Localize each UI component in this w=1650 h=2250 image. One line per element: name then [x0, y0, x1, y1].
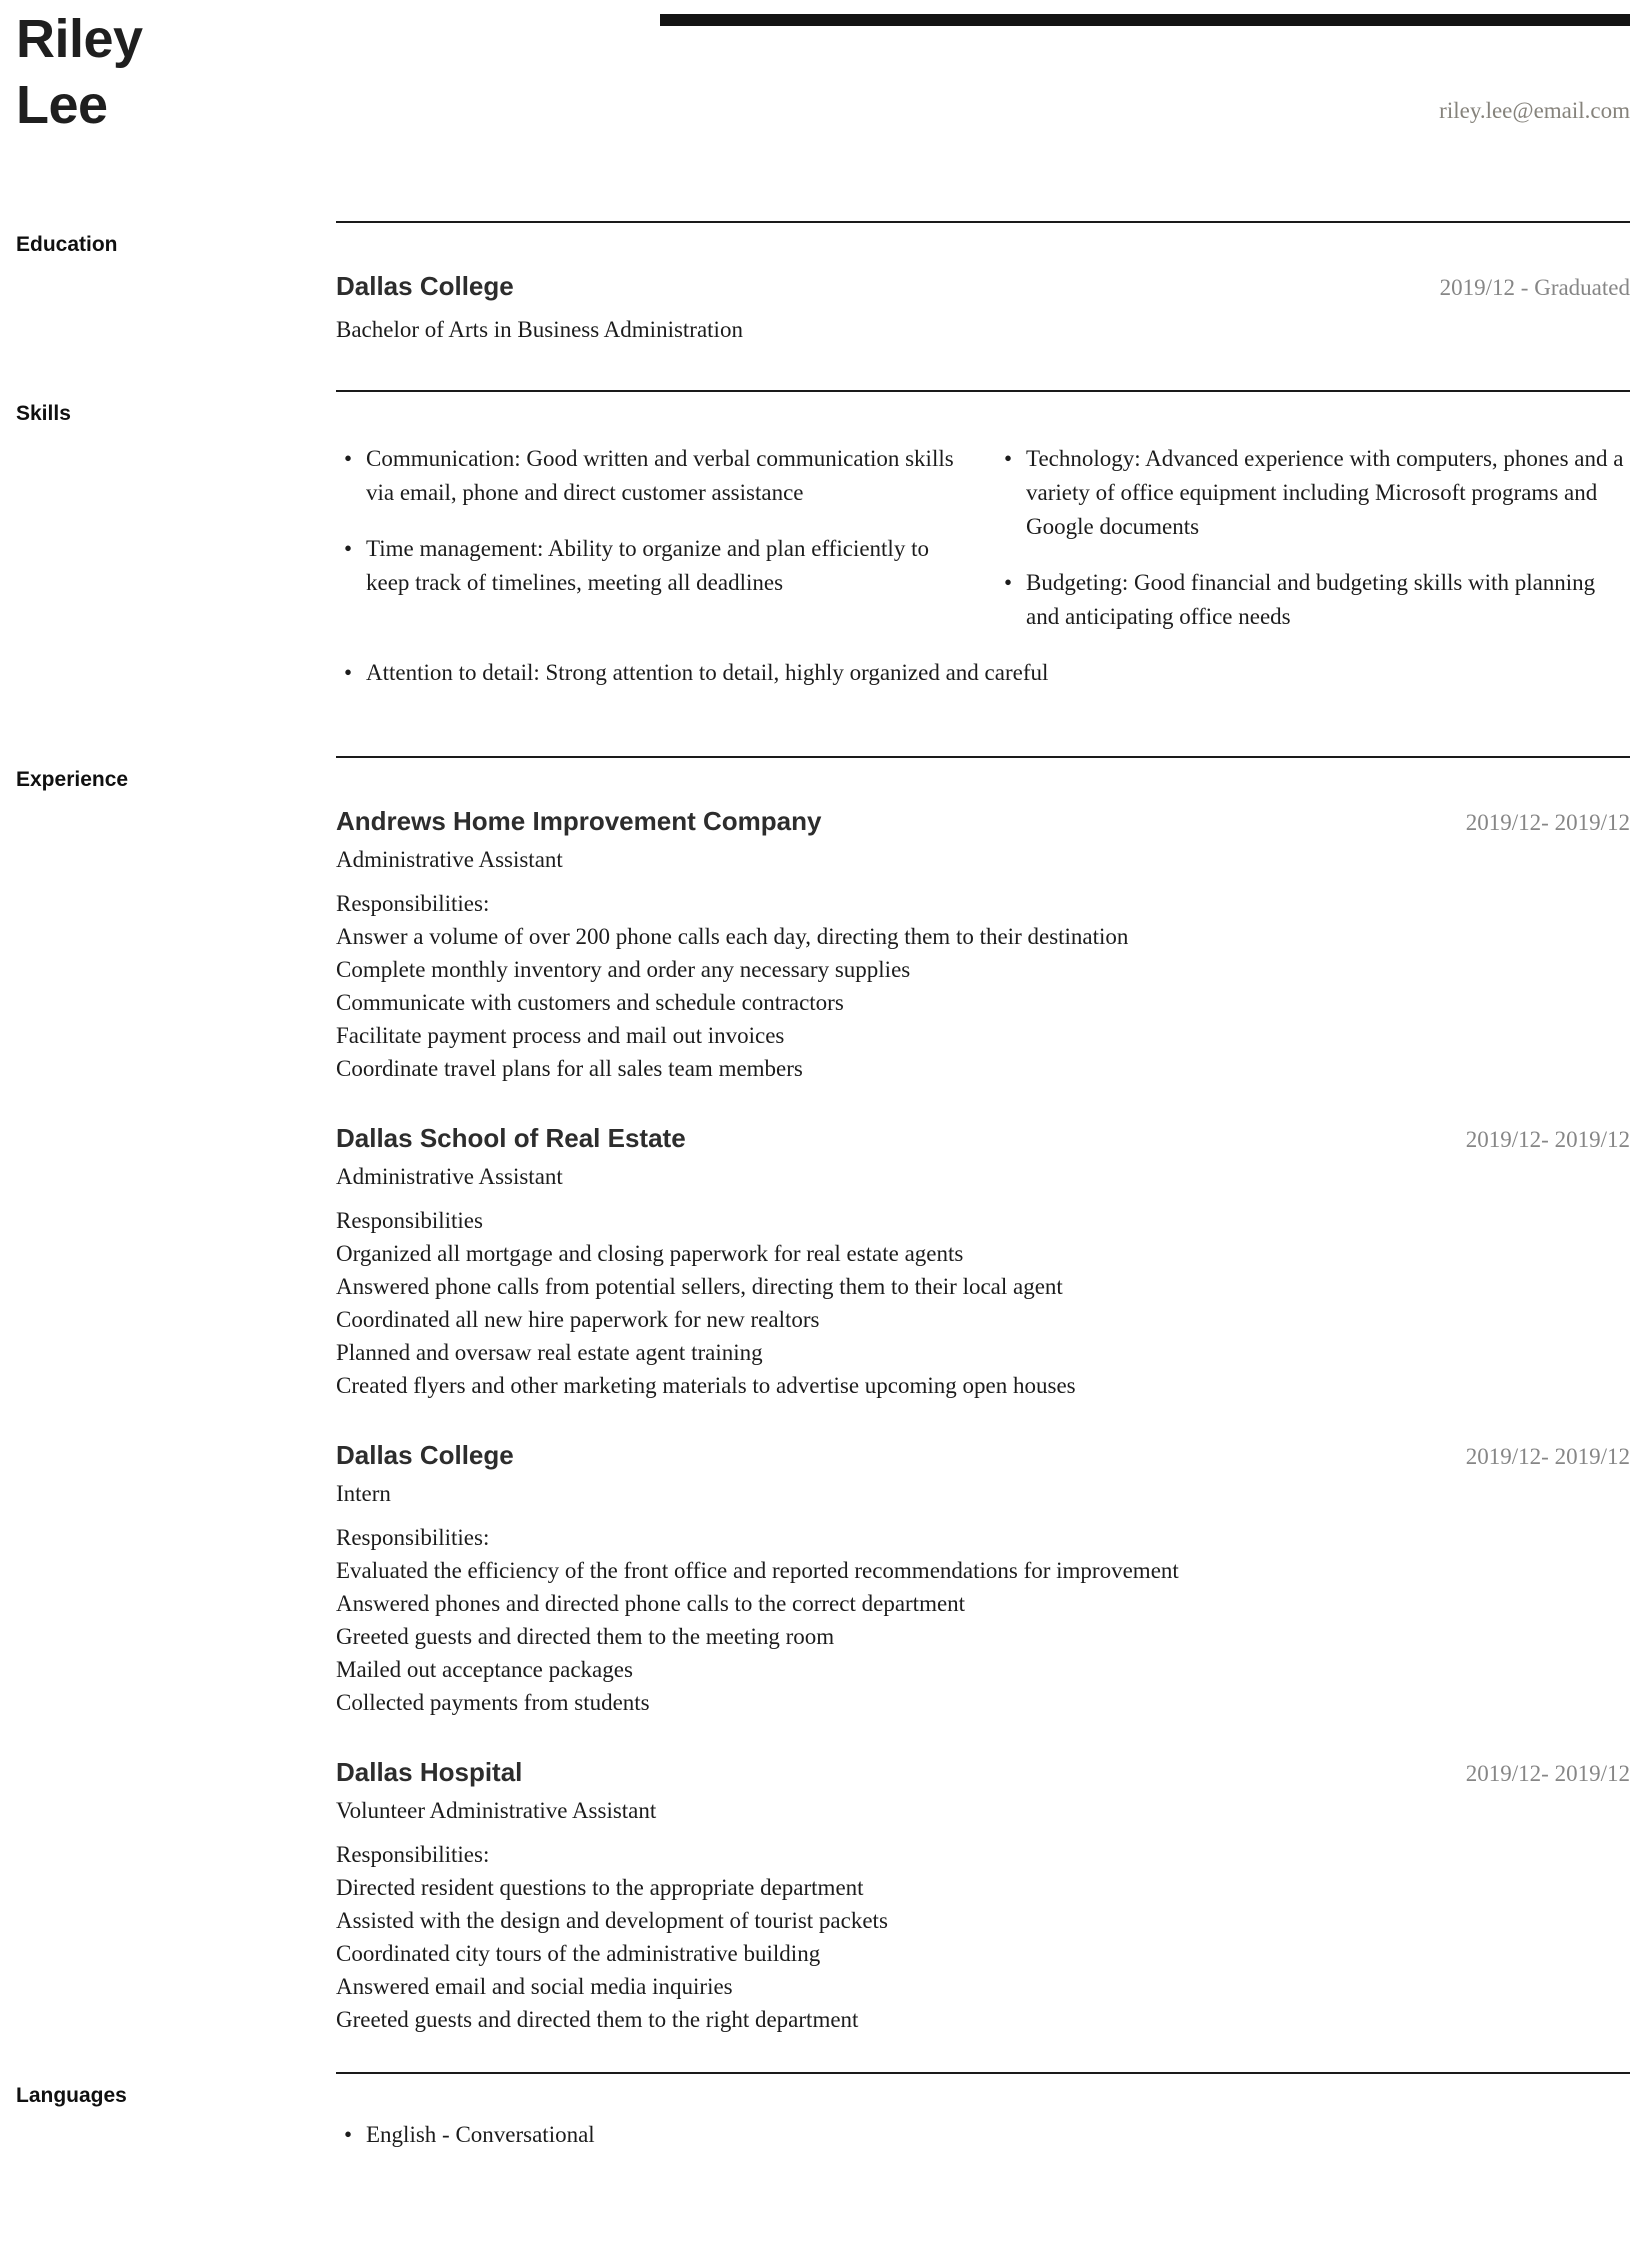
education-section: [0, 221, 1650, 390]
candidate-name: [16, 6, 143, 138]
job-date: 2019/12- 2019/12: [1465, 1127, 1630, 1152]
duty-line: Facilitate payment process and mail out invoices: [336, 1023, 785, 1048]
experience-jobs: [336, 758, 1630, 2036]
skill-item: • Budgeting: Good financial and budgeting skills with planning and anticipating office needs: [996, 566, 1630, 634]
job-entry: [336, 804, 1630, 1085]
responsibilities-label: Responsibilities:: [336, 891, 490, 916]
skills-column-right: [996, 442, 1630, 634]
job-entry: [336, 1438, 1630, 1719]
education-date: 2019/12 - Graduated: [1439, 275, 1630, 300]
job-entry: [336, 1121, 1630, 1402]
skills-column-left: [336, 442, 970, 634]
duty-line: Answer a volume of over 200 phone calls each day, directing them to their destination: [336, 924, 1129, 949]
job-date: 2019/12- 2019/12: [1465, 1444, 1630, 1469]
job-company: Dallas School of Real Estate: [336, 1123, 686, 1153]
job-title: Administrative Assistant: [336, 847, 563, 872]
section-label-experience: Experience: [16, 768, 129, 791]
skill-item: • Attention to detail: Strong attention to detail, highly organized and careful: [336, 656, 1630, 690]
duty-line: Greeted guests and directed them to the right department: [336, 2007, 859, 2032]
duty-line: Collected payments from students: [336, 1690, 650, 1715]
skills-full-width: [336, 656, 1630, 690]
skills-section: [0, 390, 1650, 756]
responsibilities-label: Responsibilities:: [336, 1842, 490, 1867]
header-accent-bar: [660, 14, 1630, 26]
duty-line: Coordinated city tours of the administrative building: [336, 1941, 821, 1966]
section-label-languages: Languages: [16, 2084, 127, 2107]
responsibilities-label: Responsibilities: [336, 1208, 483, 1233]
skill-item: • Communication: Good written and verbal communication skills via email, phone and direct customer assistance: [336, 442, 970, 510]
education-school: Dallas College: [336, 271, 514, 301]
section-label-skills: Skills: [16, 402, 71, 425]
job-heading-row: [336, 1755, 1630, 1791]
education-heading-row: [336, 223, 1630, 305]
duty-line: Evaluated the efficiency of the front office and reported recommendations for improvement: [336, 1558, 1179, 1583]
education-degree: Bachelor of Arts in Business Administration: [336, 317, 743, 342]
duty-line: Greeted guests and directed them to the meeting room: [336, 1624, 835, 1649]
duty-line: Organized all mortgage and closing paperwork for real estate agents: [336, 1241, 964, 1266]
duty-line: Planned and oversaw real estate agent training: [336, 1340, 763, 1365]
skill-item: • Technology: Advanced experience with computers, phones and a variety of office equipment including Microsoft programs and Google documents: [996, 442, 1630, 544]
language-item: • English - Conversational: [336, 2118, 1630, 2152]
duty-line: Complete monthly inventory and order any necessary supplies: [336, 957, 911, 982]
education-content: [336, 221, 1630, 390]
experience-section: [0, 756, 1650, 2072]
job-heading-row: [336, 804, 1630, 840]
responsibilities-label: Responsibilities:: [336, 1525, 490, 1550]
job-title: Volunteer Administrative Assistant: [336, 1798, 657, 1823]
section-label-education: Education: [16, 233, 118, 256]
experience-content: [336, 756, 1630, 2072]
duty-line: Answered phones and directed phone calls to the correct department: [336, 1591, 966, 1616]
job-company: Andrews Home Improvement Company: [336, 806, 822, 836]
duty-line: Assisted with the design and development of tourist packets: [336, 1908, 888, 1933]
skill-item: • Time management: Ability to organize and plan efficiently to keep track of timelines, meeting all deadlines: [336, 532, 970, 600]
job-company: Dallas Hospital: [336, 1757, 523, 1787]
candidate-last-name: Lee: [16, 75, 108, 135]
languages-content: [336, 2072, 1630, 2152]
skills-list-wrap: [336, 392, 1630, 756]
duty-line: Answered email and social media inquiries: [336, 1974, 733, 1999]
duty-line: Communicate with customers and schedule contractors: [336, 990, 844, 1015]
skills-content: [336, 390, 1630, 756]
candidate-first-name: Riley: [16, 9, 143, 69]
job-title: Administrative Assistant: [336, 1164, 563, 1189]
duty-line: Coordinate travel plans for all sales team members: [336, 1056, 803, 1081]
duty-line: Created flyers and other marketing materials to advertise upcoming open houses: [336, 1373, 1076, 1398]
job-heading-row: [336, 1121, 1630, 1157]
job-entry: [336, 1755, 1630, 2036]
job-title: Intern: [336, 1481, 391, 1506]
duty-line: Mailed out acceptance packages: [336, 1657, 633, 1682]
resume-header: [0, 0, 1650, 221]
job-company: Dallas College: [336, 1440, 514, 1470]
email-text: riley.lee@email.com: [1439, 98, 1630, 123]
job-date: 2019/12- 2019/12: [1465, 1761, 1630, 1786]
languages-section: [0, 2072, 1650, 2152]
job-heading-row: [336, 1438, 1630, 1474]
job-date: 2019/12- 2019/12: [1465, 810, 1630, 835]
languages-list: [336, 2118, 1630, 2152]
duty-line: Directed resident questions to the appropriate department: [336, 1875, 864, 1900]
duty-line: Coordinated all new hire paperwork for new realtors: [336, 1307, 820, 1332]
duty-line: Answered phone calls from potential sellers, directing them to their local agent: [336, 1274, 1063, 1299]
skills-grid: [336, 442, 1630, 634]
languages-list-wrap: [336, 2074, 1630, 2152]
